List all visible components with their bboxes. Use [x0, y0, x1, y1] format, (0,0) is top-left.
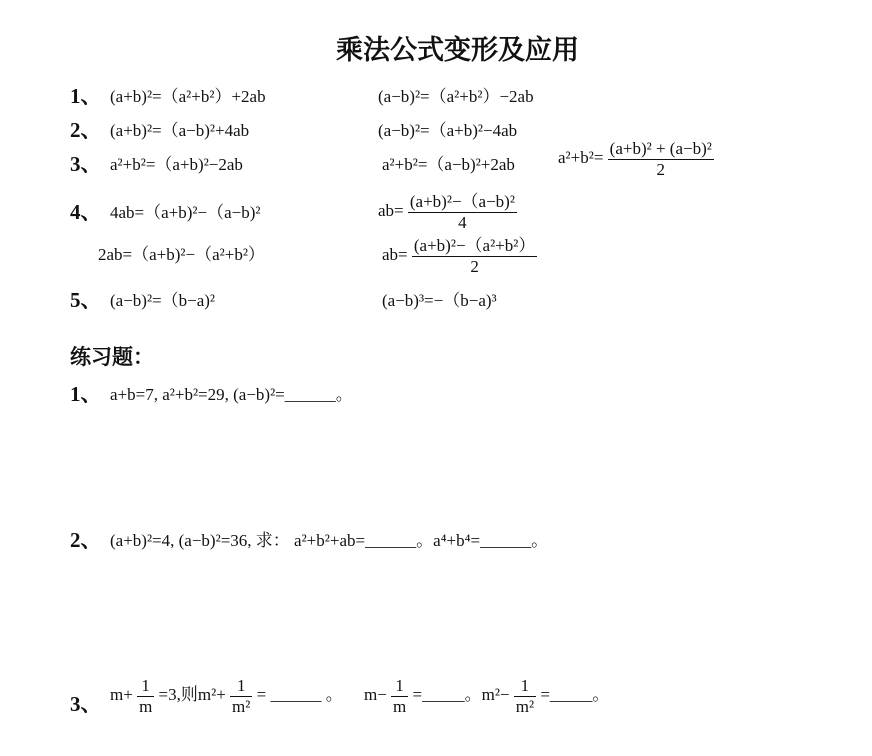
formula-3-fraction [558, 139, 714, 179]
question-label-1: 1、 [70, 382, 102, 406]
formula-3-mid: a²+b²=（a−b)²+2ab [382, 155, 515, 174]
formula-label-5: 5、 [70, 288, 102, 312]
formula-5-right: (a−b)³=−（b−a)³ [382, 291, 497, 310]
formula-label-4: 4、 [70, 200, 102, 224]
fraction-one-over-m [137, 676, 154, 716]
fraction [408, 192, 517, 232]
denominator: 4 [458, 212, 467, 232]
denominator: m² [515, 696, 535, 716]
page-title: 乘法公式变形及应用 [336, 35, 579, 66]
numerator: 1 [137, 676, 154, 697]
denominator: m [393, 696, 407, 716]
fraction-one-over-m [391, 676, 408, 716]
formula-4-left: 4ab=（a+b)²−（a−b)² [110, 203, 261, 222]
fraction [608, 139, 714, 179]
denominator: m [139, 696, 153, 716]
q3-part: =_____。m²− [412, 684, 510, 704]
formula-4b-left: 2ab=（a+b)²−（a²+b²） [98, 245, 265, 264]
formula-4-fraction [378, 192, 517, 232]
formula-4b-fraction [382, 236, 537, 276]
fraction-one-over-m-squared [230, 676, 252, 716]
numerator: 1 [230, 676, 252, 697]
formula-5-left: (a−b)²=（b−a)² [110, 291, 216, 310]
question-2-text: (a+b)²=4, (a−b)²=36, 求： a²+b²+ab=______。a⁴+b⁴=______。 [110, 531, 549, 550]
numerator: 1 [514, 676, 536, 697]
q3-part: m+ [110, 684, 133, 704]
practice-heading: 练习题： [70, 344, 154, 369]
q3-part: =3,则m²+ [158, 684, 226, 704]
q3-part: =_____。 [540, 684, 610, 704]
formula-4-fraction-lhs: ab= [378, 200, 404, 220]
formula-1-left: (a+b)²=（a²+b²）+2ab [110, 87, 266, 106]
formula-1-right: (a−b)²=（a²+b²）−2ab [378, 87, 534, 106]
denominator: 2 [470, 256, 479, 276]
formula-3-fraction-lhs: a²+b²= [558, 147, 604, 167]
question-label-3: 3、 [70, 692, 102, 716]
question-1-text: a+b=7, a²+b²=29, (a−b)²=______。 [110, 385, 353, 404]
fraction-one-over-m-squared [514, 676, 536, 716]
q3-part: = ______ 。 [256, 684, 343, 704]
formula-2-right: (a−b)²=（a+b)²−4ab [378, 121, 518, 140]
formula-label-3: 3、 [70, 152, 102, 176]
question-label-2: 2、 [70, 528, 102, 552]
numerator: 1 [391, 676, 408, 697]
formula-label-1: 1、 [70, 84, 102, 108]
q3-part: m− [363, 684, 387, 704]
fraction [412, 236, 537, 276]
numerator: (a+b)²−（a−b)² [409, 192, 515, 211]
denominator: 2 [656, 159, 666, 179]
numerator: (a+b)² + (a−b)² [609, 139, 712, 158]
denominator: m² [232, 696, 251, 716]
question-3-expression [110, 676, 609, 716]
formula-2-left: (a+b)²=（a−b)²+4ab [110, 121, 250, 140]
formula-4b-fraction-lhs: ab= [382, 244, 408, 264]
numerator: (a+b)²−（a²+b²） [413, 236, 536, 255]
formula-label-2: 2、 [70, 118, 102, 142]
formula-3-left: a²+b²=（a+b)²−2ab [110, 155, 243, 174]
